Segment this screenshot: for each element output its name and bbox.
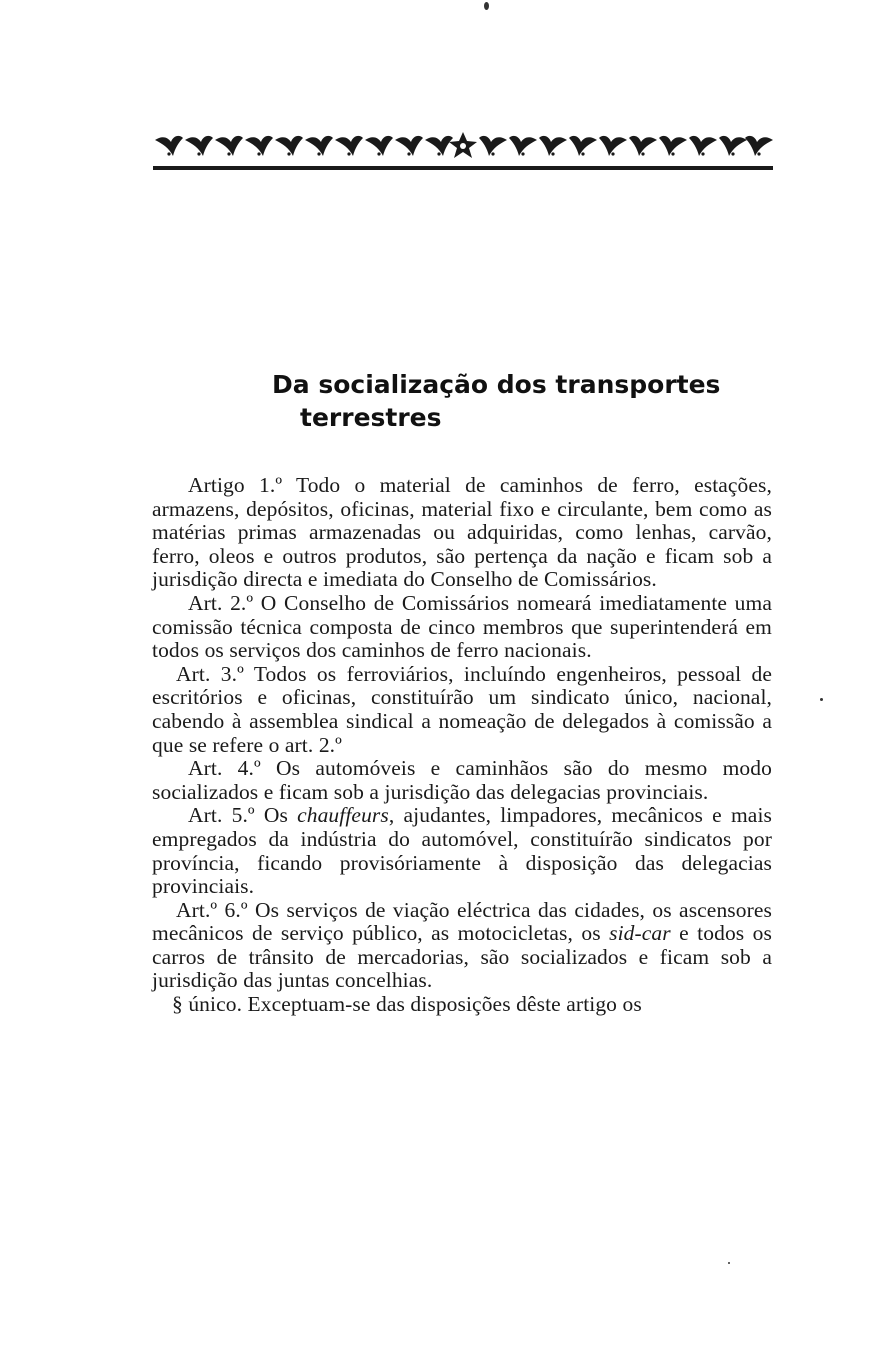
article-5-italic: chauffeurs [297, 803, 389, 828]
article-5-start: Art. 5.º Os [188, 803, 298, 828]
right-leaf-row [479, 136, 773, 156]
ornamental-header-band [153, 122, 773, 174]
ornament-rule [153, 166, 773, 170]
paragraph-unico: § único. Exceptuam-se das disposições dêste artigo os [172, 992, 642, 1017]
star-flower-icon [449, 132, 477, 158]
ink-speck [820, 698, 823, 701]
article-6-italic: sid-car [609, 921, 671, 946]
chapter-title [272, 368, 792, 434]
body-text [152, 474, 772, 1017]
article-4: Art. 4.º Os automóveis e caminhãos são do mesmo modo socializados e ficam sob a jurisdição das delegacias provinciais. [152, 756, 772, 804]
article-6-start: Art.º 6.º Os serviços de viação eléctrica das cidades, os ascensores mecânicos de serviço público, as motocicletas, os [152, 897, 772, 946]
ink-speck [484, 2, 489, 10]
article-6-end: e todos os carros de trânsito de mercadorias, são socializados e ficam sob a jurisdição das juntas concelhias. [152, 921, 772, 993]
article-2: Art. 2.º O Conselho de Comissários nomeará imediatamente uma comissão técnica composta de cinco membros que superintenderá em todos os serviços dos caminhos de ferro nacionais. [152, 590, 772, 663]
title-line-2: terrestres [300, 403, 442, 432]
article-5-end: , ajudantes, limpadores, mecânicos e mais empregados da indústria do automóvel, constituírão sindicatos por província, ficando provisóriamente à disposição das delegacias provinciais. [152, 803, 772, 899]
article-5 [152, 804, 772, 898]
article-6 [152, 899, 772, 993]
article-1: Artigo 1.º Todo o material de caminhos de ferro, estações, armazens, depósitos, oficinas, material fixo e circulante, bem como as matérias primas armazenadas ou adquiridas, como lenhas, carvão, ferro, oleos e outros produtos, são pertença da nação e ficam sob a jurisdição directa e imediata do Conselho de Comissários. [152, 473, 772, 592]
title-line-1: Da socialização dos transportes [272, 370, 721, 399]
article-3: Art. 3.º Todos os ferroviários, incluíndo engenheiros, pessoal de escritórios e oficinas, constituírão um sindicato único, nacional, cabendo à assemblea sindical a nomeação de delegados à comissão a que se refere o art. 2.º [152, 661, 772, 757]
left-leaf-row [155, 136, 453, 156]
ink-speck [728, 1262, 730, 1264]
